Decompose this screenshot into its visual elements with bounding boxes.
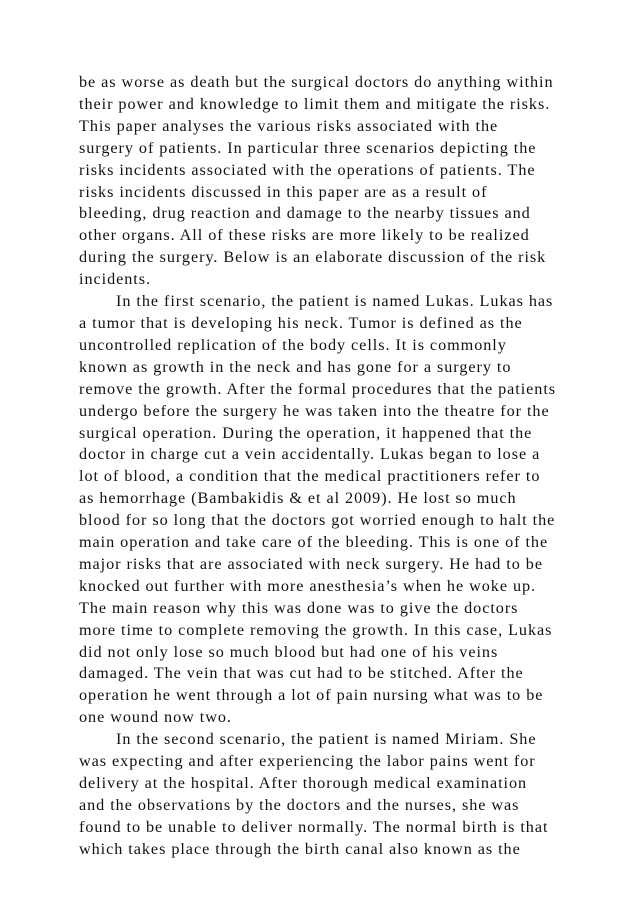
text-line: other organs. All of these risks are more likely to be realized <box>79 226 530 245</box>
text-line: lot of blood, a condition that the medical practitioners refer to <box>79 467 541 486</box>
text-line: one wound now two. <box>79 708 232 727</box>
text-line: found to be unable to deliver normally. The normal birth is that <box>79 817 549 836</box>
text-line: incidents. <box>79 270 151 289</box>
text-line: surgical operation. During the operation, it happened that the <box>79 423 533 442</box>
text-line: be as worse as death but the surgical doctors do anything within <box>79 73 554 91</box>
text-line: risks incidents associated with the operations of patients. The <box>79 160 536 179</box>
text-line: The main reason why this was done was to give the doctors <box>79 598 519 617</box>
text-line: delivery at the hospital. After thorough medical examination <box>79 774 528 792</box>
text-line: bleeding, drug reaction and damage to the nearby tissues and <box>79 204 531 223</box>
text-line: more time to complete removing the growth. In this case, Lukas <box>79 620 553 639</box>
paragraph-first-line: In the first scenario, the patient is named Lukas. Lukas has <box>116 292 554 311</box>
text-line: did not only lose so much blood but had one of his veins <box>79 642 499 661</box>
text-line: during the surgery. Below is an elaborate discussion of the risk <box>79 248 547 267</box>
text-line: as hemorrhage (Bambakidis & et al 2009). He lost so much <box>79 489 517 508</box>
text-line: major risks that are associated with neck surgery. He had to be <box>79 554 543 573</box>
text-line: remove the growth. After the formal procedures that the patients <box>79 379 557 398</box>
text-line: main operation and take care of the bleeding. This is one of the <box>79 533 549 552</box>
text-line: uncontrolled replication of the body cells. It is commonly <box>79 335 507 354</box>
text-line: blood for so long that the doctors got worried enough to halt the <box>79 511 556 530</box>
text-line: surgery of patients. In particular three scenarios depicting the <box>79 138 537 157</box>
paragraph-first-line: In the second scenario, the patient is named Miriam. She <box>116 730 537 749</box>
text-line: damaged. The vein that was cut had to be stitched. After the <box>79 664 524 683</box>
text-line: was expecting and after experiencing the labor pains went for <box>79 752 536 771</box>
text-line: their power and knowledge to limit them and mitigate the risks. <box>79 94 551 113</box>
text-line: undergo before the surgery he was taken into the theatre for the <box>79 401 550 420</box>
text-line: and the observations by the doctors and the nurses, she was <box>79 795 520 814</box>
text-line: knocked out further with more anesthesia’s when he woke up. <box>79 576 537 595</box>
text-line: operation he went through a lot of pain nursing what was to be <box>79 686 544 705</box>
text-line: risks incidents discussed in this paper are as a result of <box>79 182 488 201</box>
text-line: a tumor that is developing his neck. Tumor is defined as the <box>79 313 523 332</box>
document-body-text <box>79 72 579 861</box>
text-line: This paper analyses the various risks associated with the <box>79 116 499 135</box>
text-line: doctor in charge cut a vein accidentally. Lukas began to lose a <box>79 445 541 464</box>
text-line: which takes place through the birth canal also known as the <box>79 839 521 858</box>
text-line: known as growth in the neck and has gone for a surgery to <box>79 357 512 376</box>
